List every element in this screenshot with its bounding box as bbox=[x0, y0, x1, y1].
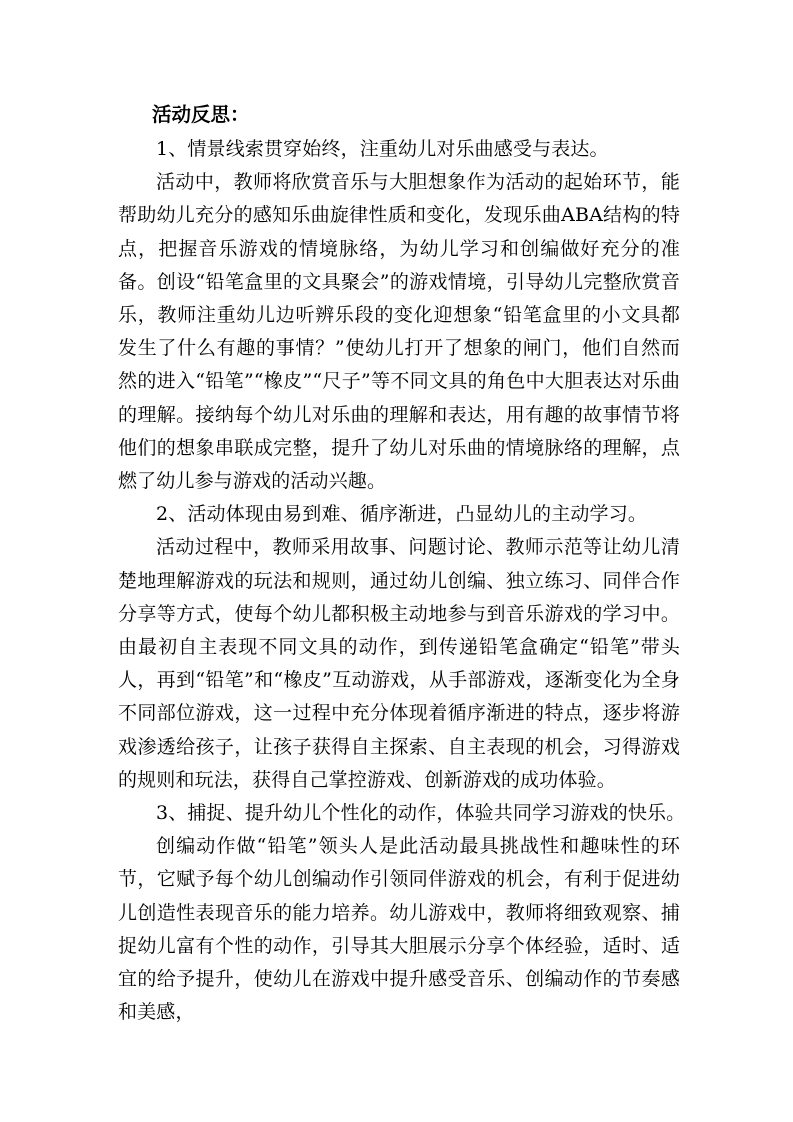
point-2-body: 活动过程中，教师采用故事、问题讨论、教师示范等让幼儿清楚地理解游戏的玩法和规则，通过幼儿创编、独立练习、同伴合作分享等方式，使每个幼儿都积极主动地参与到音乐游戏的学习中。由最初自主表现不同文具的动作，到传递铅笔盒确定“铅笔”带头人，再到“铅笔”和“橡皮”互动游戏，从手部游戏，逐渐变化为全身不同部位游戏，这一过程中充分体现着循序渐进的特点，逐步将游戏渗透给孩子，让孩子获得自主探索、自主表现的机会，习得游戏的规则和玩法，获得自己掌控游戏、创新游戏的成功体验。 bbox=[118, 536, 680, 791]
document-page bbox=[118, 96, 686, 1029]
point-2-title: 2、活动体现由易到难、循序渐进，凸显幼儿的主动学习。 bbox=[156, 503, 647, 526]
point-3-title: 3、捕捉、提升幼儿个性化的动作，体验共同学习游戏的快乐。 bbox=[156, 802, 686, 825]
point-1-title: 1、情景线索贯穿始终，注重幼儿对乐曲感受与表达。 bbox=[156, 138, 609, 160]
section-heading: 活动反思： bbox=[152, 103, 250, 126]
point-3-body: 创编动作做“铅笔”领头人是此活动最具挑战性和趣味性的环节，它赋予每个幼儿创编动作引领同伴游戏的机会，有利于促进幼儿创造性表现音乐的能力培养。幼儿游戏中，教师将细致观察、捕捉幼儿富有个性的动作，引导其大胆展示分享个体经验，适时、适宜的给予提升，使幼儿在游戏中提升感受音乐、创编动作的节奏感和美感， bbox=[118, 835, 680, 1024]
point-1-body: 活动中，教师将欣赏音乐与大胆想象作为活动的起始环节，能帮助幼儿充分的感知乐曲旋律性质和变化，发现乐曲ABA结构的特点，把握音乐游戏的情境脉络，为幼儿学习和创编做好充分的准备。创设“铅笔盒里的文具聚会”的游戏情境，引导幼儿完整欣赏音乐，教师注重幼儿边听辨乐段的变化迎想象“铅笔盒里的小文具都发生了什么有趣的事情？”使幼儿打开了想象的闸门，他们自然而然的进入“铅笔”“橡皮”“尺子”等不同文具的角色中大胆表达对乐曲的理解。接纳每个幼儿对乐曲的理解和表达，用有趣的故事情节将他们的想象串联成完整，提升了幼儿对乐曲的情境脉络的理解，点燃了幼儿参与游戏的活动兴趣。 bbox=[118, 171, 680, 493]
